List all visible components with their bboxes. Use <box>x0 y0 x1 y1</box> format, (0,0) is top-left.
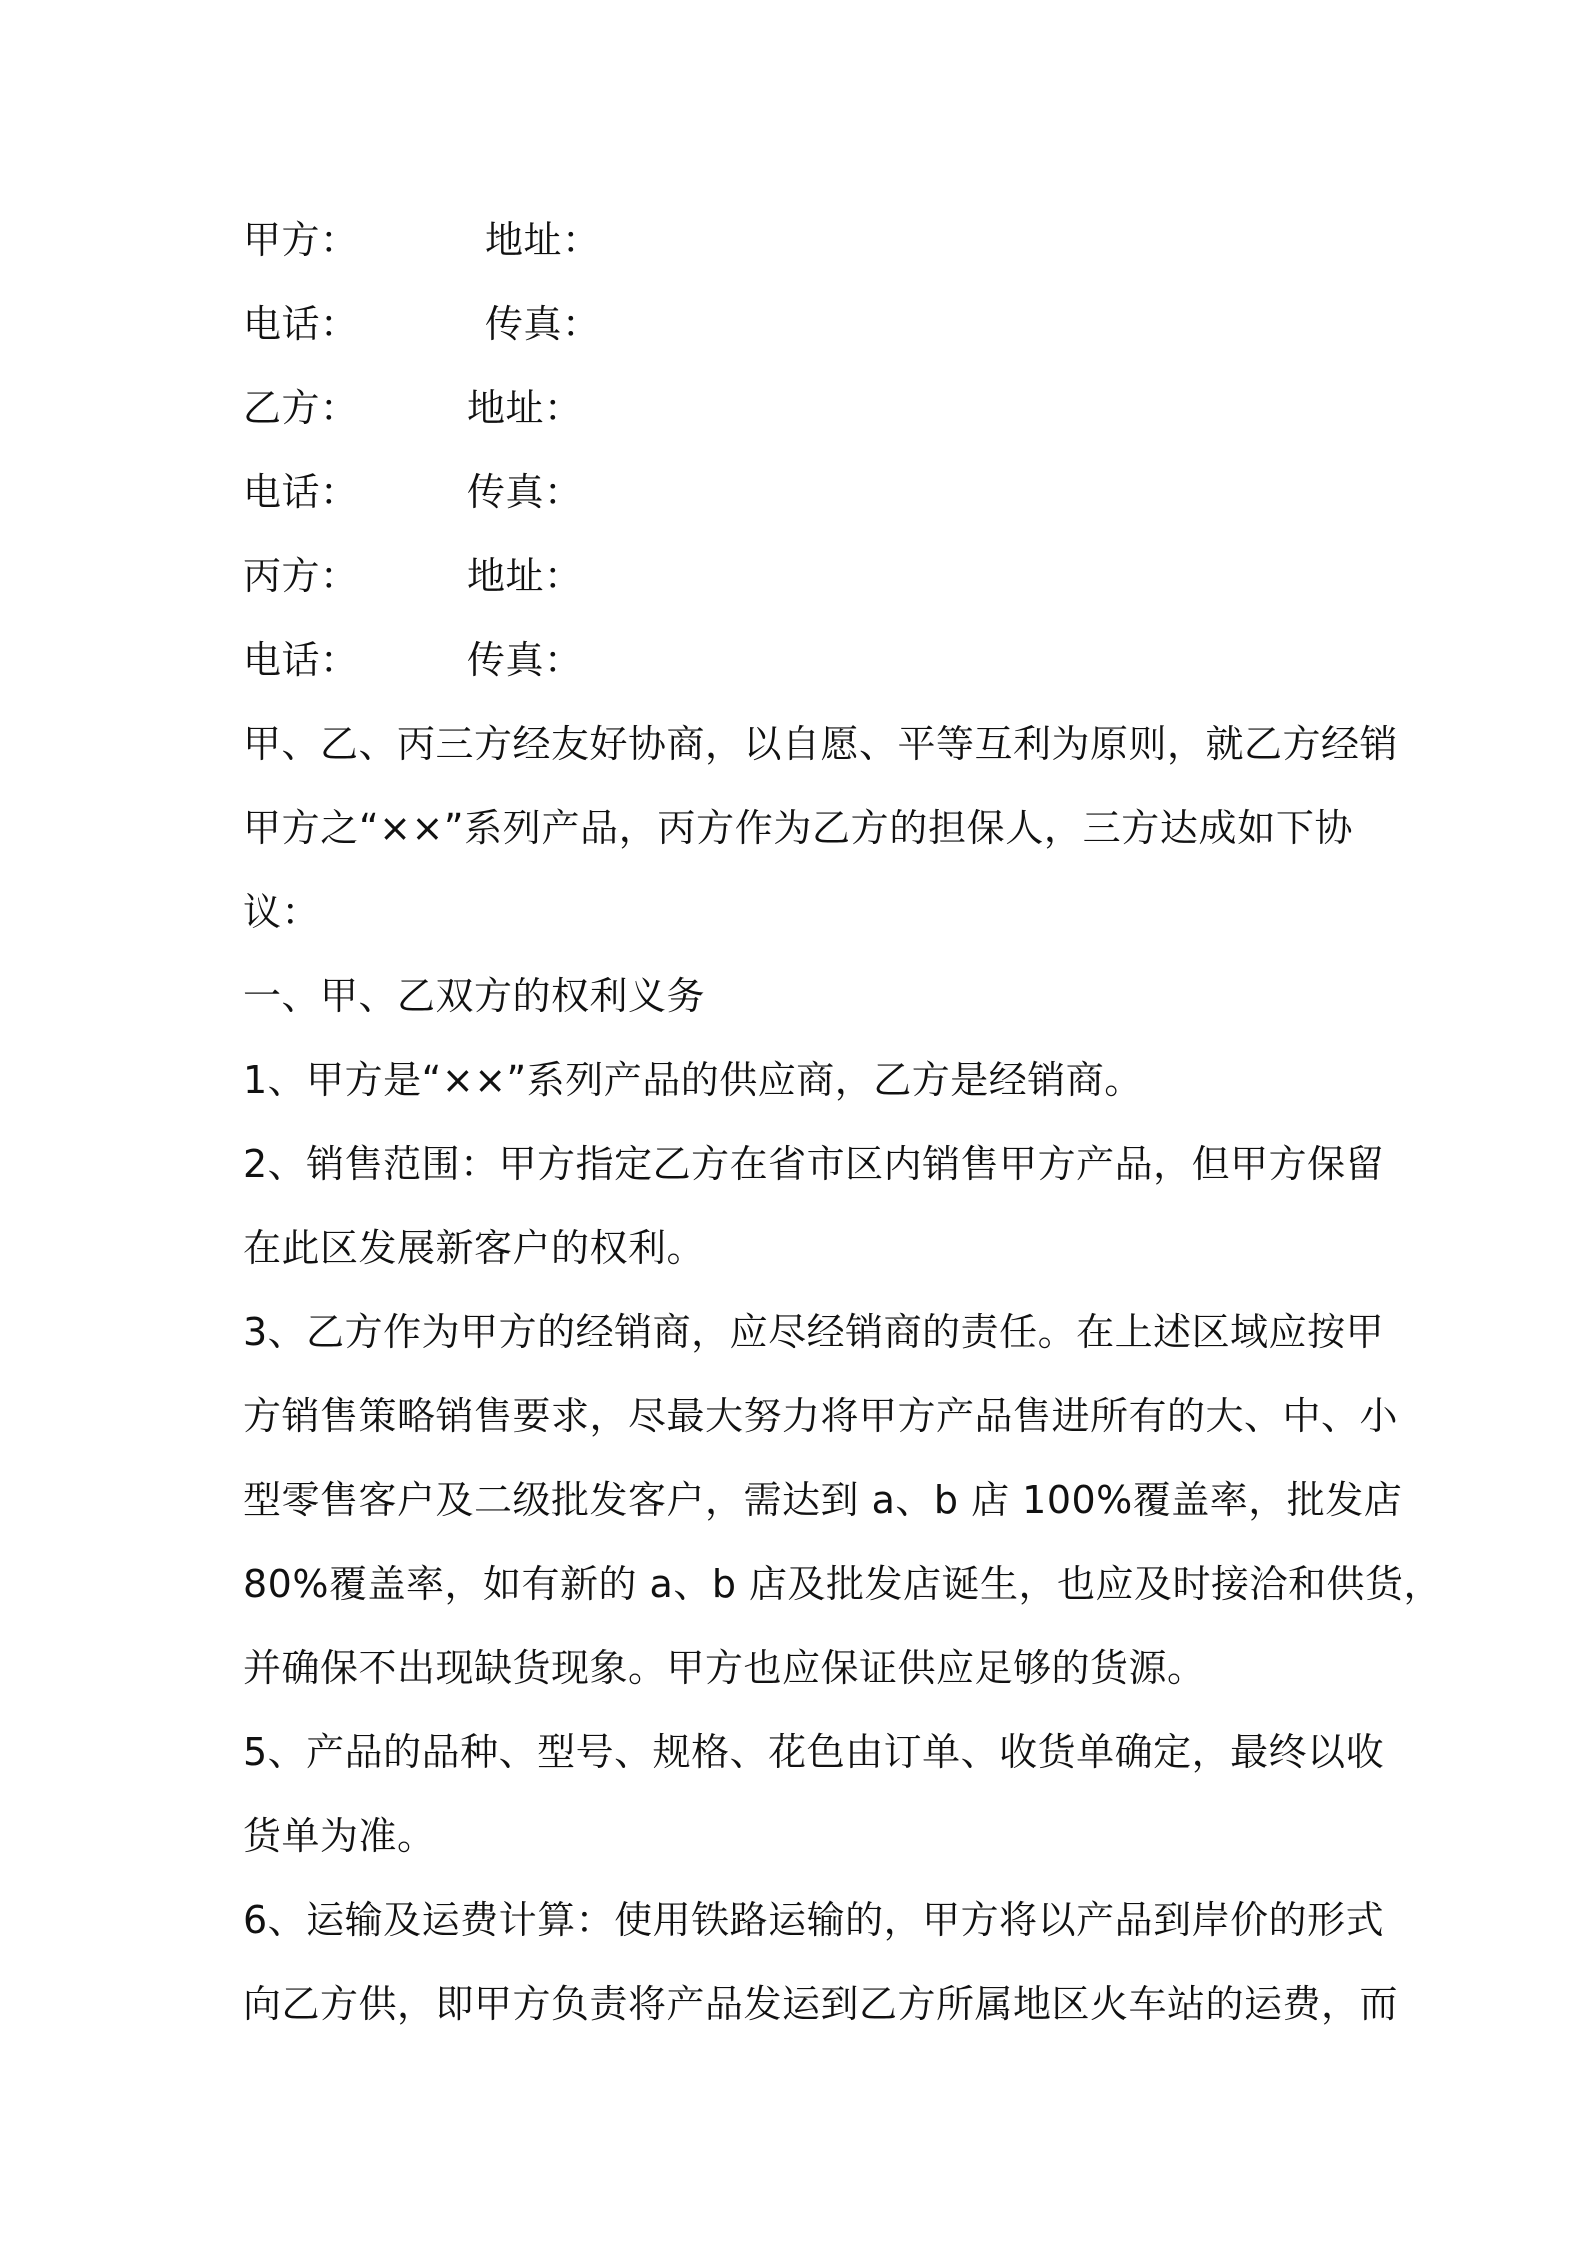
clause-3-line-3: 型零售客户及二级批发客户，需达到 a、b 店 100%覆盖率，批发店 <box>243 1478 1403 1522</box>
party-b-fax-label: 传真： <box>467 470 583 514</box>
clause-3-line-2: 方销售策略销售要求，尽最大努力将甲方产品售进所有的大、中、小 <box>243 1394 1399 1438</box>
clause-1-line-1: 1、甲方是“××”系列产品的供应商，乙方是经销商。 <box>243 1058 1143 1102</box>
clause-5-line-2: 货单为准。 <box>243 1814 436 1858</box>
party-c-line <box>243 534 1353 618</box>
intro-line-3: 议： <box>243 890 321 934</box>
intro-line-2: 甲方之“××”系列产品，丙方作为乙方的担保人，三方达成如下协 <box>243 806 1353 850</box>
clause-2-line-1: 2、销售范围：甲方指定乙方在省市区内销售甲方产品，但甲方保留 <box>243 1142 1385 1186</box>
party-c-label: 丙方： <box>243 554 359 598</box>
party-c-phone-line <box>243 618 1353 702</box>
party-b-phone-line <box>243 450 1353 534</box>
section-1-heading: 一、甲、乙双方的权利义务 <box>243 974 706 1018</box>
party-b-label: 乙方： <box>243 386 359 430</box>
party-a-phone-label: 电话： <box>243 302 359 346</box>
clause-5-line-1: 5、产品的品种、型号、规格、花色由订单、收货单确定，最终以收 <box>243 1730 1385 1774</box>
party-c-fax-label: 传真： <box>467 638 583 682</box>
clause-2-line-2: 在此区发展新客户的权利。 <box>243 1226 706 1270</box>
party-a-fax-label: 传真： <box>485 302 601 346</box>
clause-3-line-5: 并确保不出现缺货现象。甲方也应保证供应足够的货源。 <box>243 1646 1206 1690</box>
document-body <box>243 198 1443 2046</box>
party-b-line <box>243 366 1353 450</box>
clause-3-line-4: 80%覆盖率，如有新的 a、b 店及批发店诞生，也应及时接洽和供货， <box>243 1562 1443 1606</box>
party-c-address-label: 地址： <box>467 554 583 598</box>
clause-3-line-1: 3、乙方作为甲方的经销商，应尽经销商的责任。在上述区域应按甲 <box>243 1310 1385 1354</box>
party-b-phone-label: 电话： <box>243 470 359 514</box>
party-a-phone-line <box>243 282 1353 366</box>
party-c-phone-label: 电话： <box>243 638 359 682</box>
party-a-label: 甲方： <box>243 218 359 262</box>
party-a-address-label: 地址： <box>485 218 601 262</box>
clause-6-line-2: 向乙方供，即甲方负责将产品发运到乙方所属地区火车站的运费，而 <box>243 1982 1399 2026</box>
intro-line-1: 甲、乙、丙三方经友好协商，以自愿、平等互利为原则，就乙方经销 <box>243 722 1399 766</box>
party-b-address-label: 地址： <box>467 386 583 430</box>
party-a-line <box>243 198 1353 282</box>
clause-6-line-1: 6、运输及运费计算：使用铁路运输的，甲方将以产品到岸价的形式 <box>243 1898 1385 1942</box>
